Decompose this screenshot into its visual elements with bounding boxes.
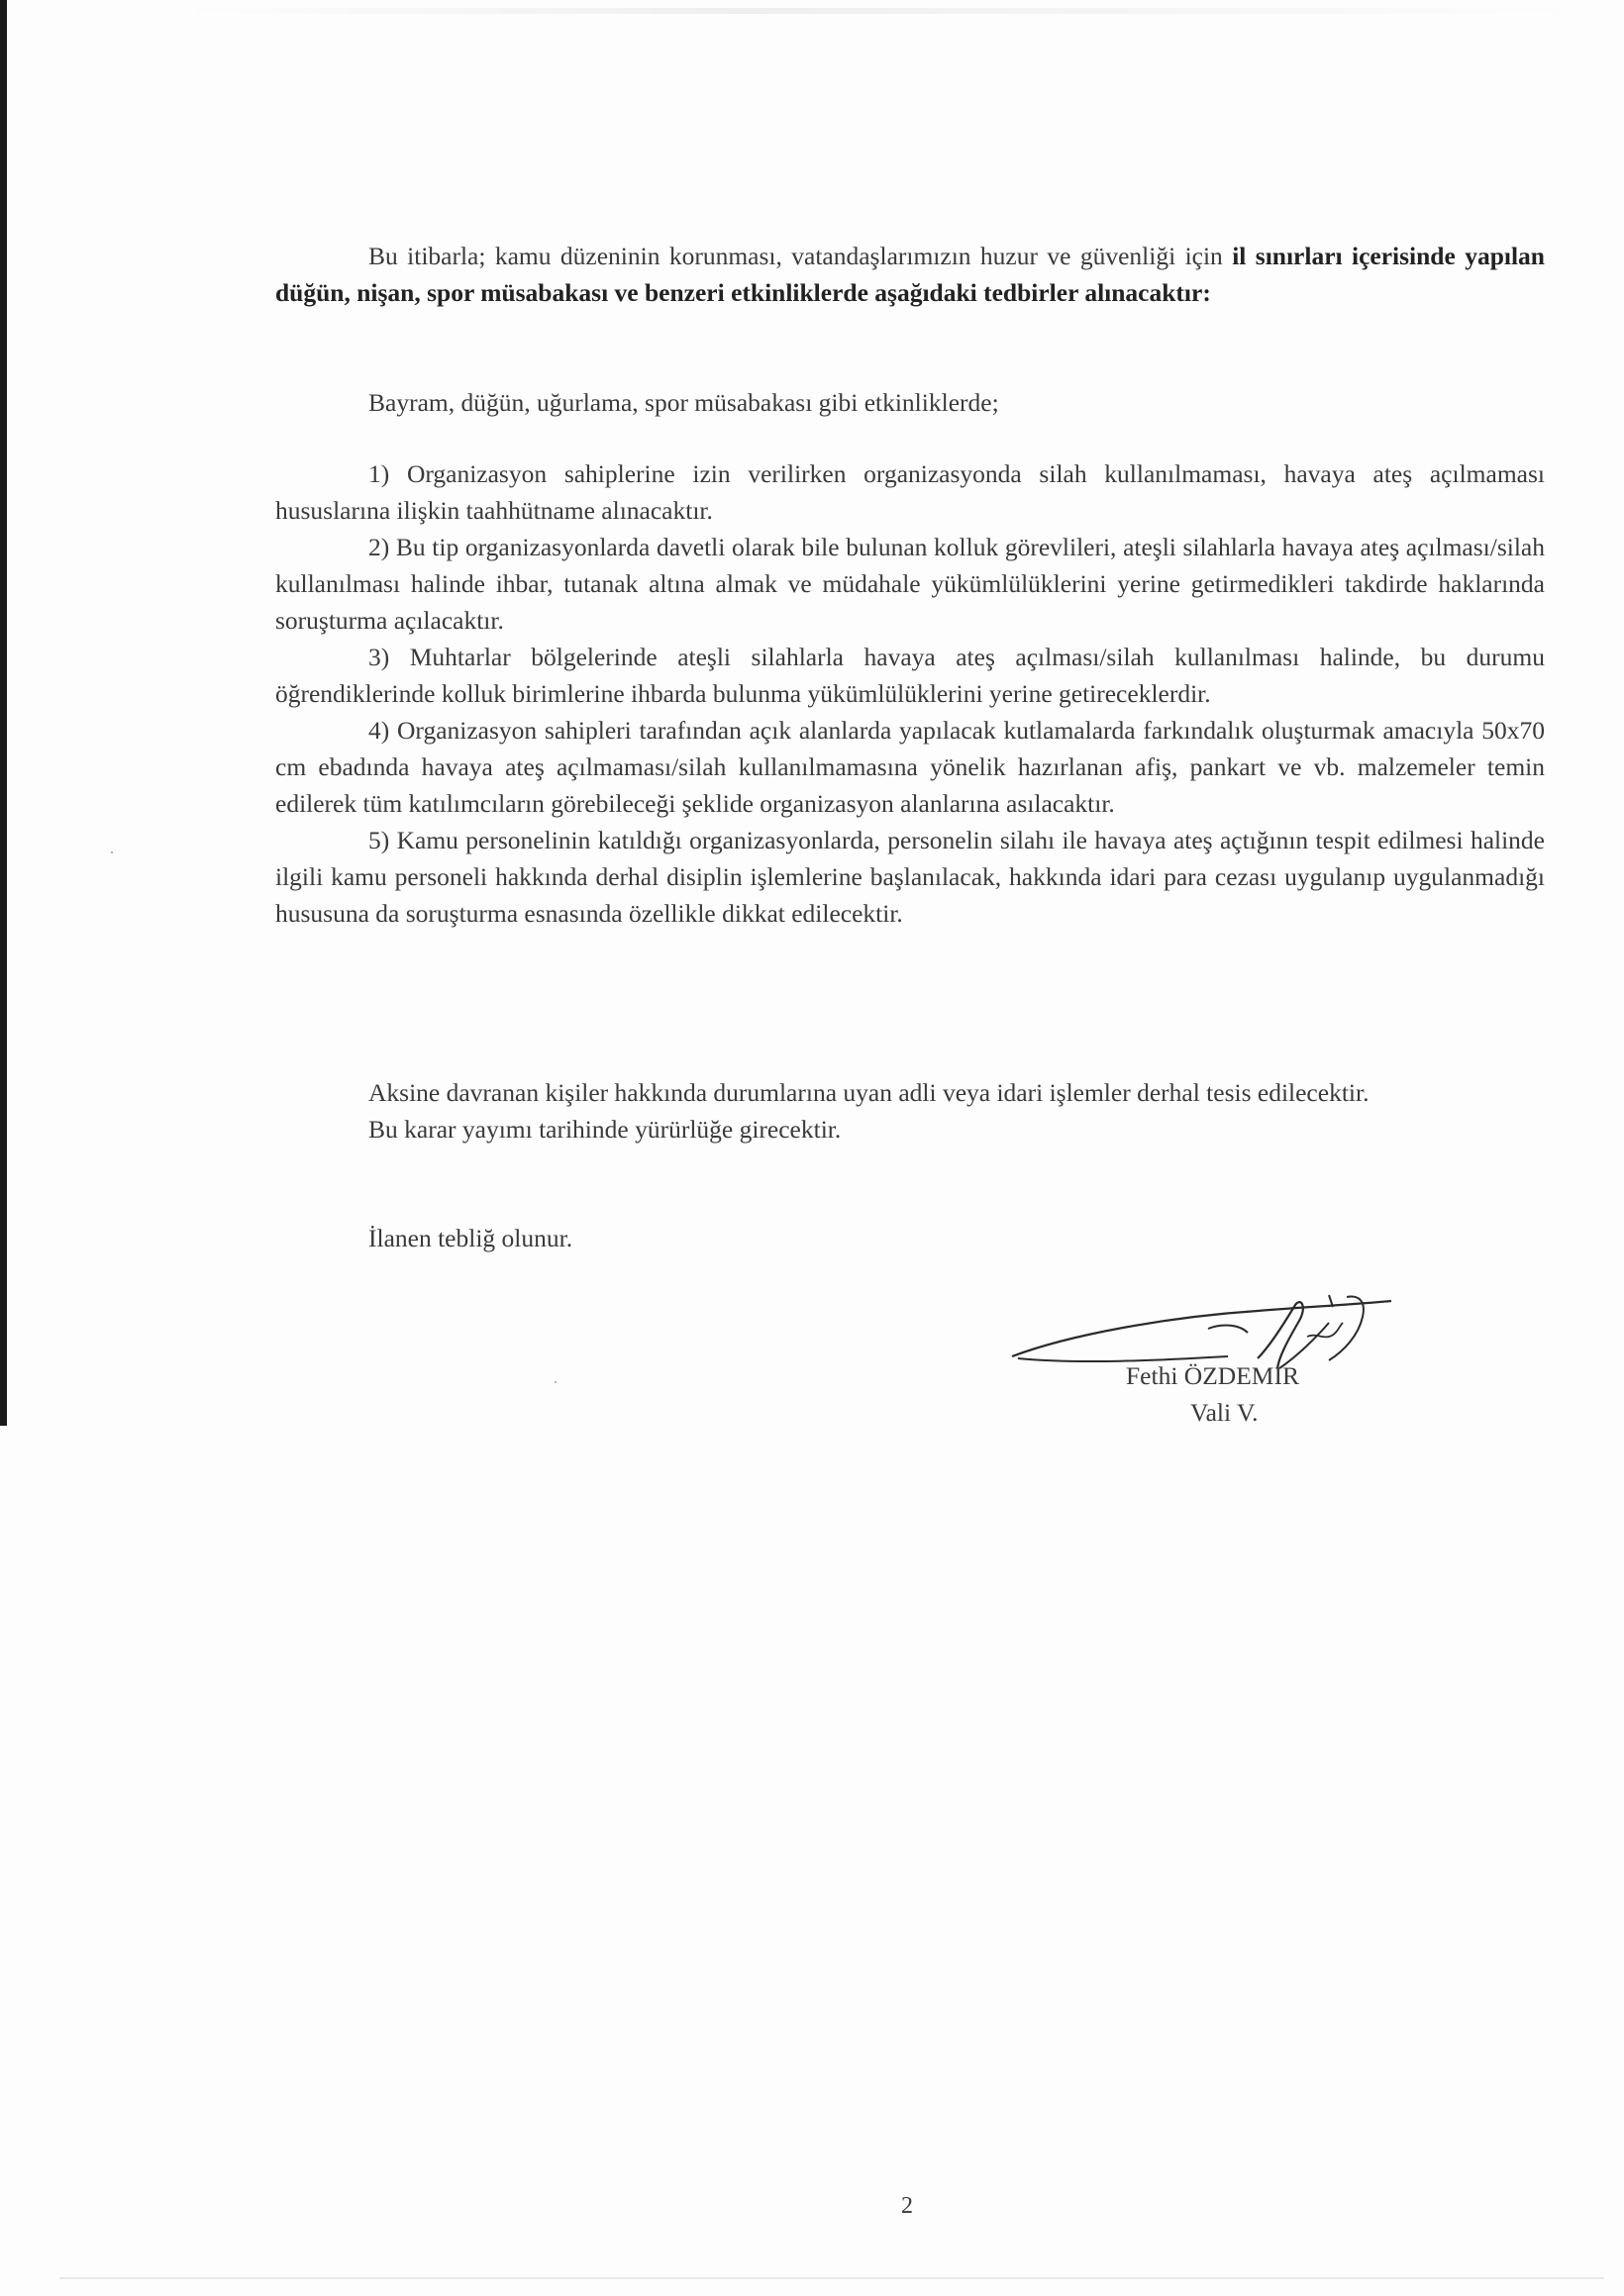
scan-speck: [555, 1381, 557, 1383]
effective-date-line: Bu karar yayımı tarihinde yürürlüğe girecektir.: [368, 1115, 842, 1144]
signer-name: Fethi ÖZDEMİR: [1126, 1361, 1299, 1390]
measure-item: 4) Organizasyon sahipleri tarafından açık alanlarda yapılacak kutlamalarda farkındalık oluşturmak amacıyla 50x70 cm ebadında havaya ateş açılmaması/silah kullanılmamasına yönelik hazırlanan afiş, pankart ve vb. malzemeler temin edilerek tüm katılımcıların görebileceği şeklide organizasyon alanlarına asılacaktır.: [275, 716, 1545, 818]
measure-item: 3) Muhtarlar bölgelerinde ateşli silahlarla havaya ateş açılması/silah kullanılması halinde, bu durumu öğrendiklerinde kolluk birimlerine ihbarda bulunma yükümlülüklerini yerine getireceklerdir.: [275, 643, 1545, 708]
page-number: 2: [901, 2193, 913, 2219]
scan-top-smudge: [178, 8, 1584, 14]
measures-list: [275, 455, 1545, 932]
signature-block: [1010, 1277, 1426, 1455]
measure-item: 2) Bu tip organizasyonlarda davetli olarak bile bulunan kolluk görevlileri, ateşli silahlarla havaya ateş açılması/silah kullanılması halinde ihbar, tutanak altına almak ve müdahale yükümlülüklerini yerine getirmedikleri takdirde haklarında soruşturma açılacaktır.: [275, 533, 1545, 635]
scan-edge-shadow: [0, 0, 7, 1426]
signer-title: Vali V.: [1190, 1398, 1259, 1427]
measure-item: 5) Kamu personelinin katıldığı organizasyonlarda, personelin silahı ile havaya ateş açtığının tespit edilmesi halinde ilgili kamu personeli hakkında derhal disiplin işlemlerine başlanılacak, hakkında idari para cezası uygulanıp uygulanmadığı hususuna da soruşturma esnasında özellikle dikkat edilecektir.: [275, 826, 1545, 928]
closing-paragraph: Aksine davranan kişiler hakkında durumlarına uyan adli veya idari işlemler derhal tesis edilecektir.: [368, 1078, 1370, 1107]
scan-speck: [111, 851, 113, 853]
intro-bold-text: il sınırları içerisinde yapılan düğün, nişan, spor müsabakası ve benzeri etkinliklerde aşağıdaki tedbirler alınacaktır:: [275, 242, 1545, 307]
intro-paragraph: [275, 238, 1545, 311]
intro-plain-text: Bu itibarla; kamu düzeninin korunması, vatandaşlarımızın huzur ve güvenliği için: [368, 242, 1233, 270]
events-line: Bayram, düğün, uğurlama, spor müsabakası gibi etkinliklerde;: [368, 388, 999, 417]
measure-item: 1) Organizasyon sahiplerine izin verilirken organizasyonda silah kullanılmaması, havaya ateş açılmaması hususlarına ilişkin taahhütname alınacaktır.: [275, 459, 1545, 525]
closing-section: [275, 1074, 1545, 1148]
notice-line: İlanen tebliğ olunur.: [368, 1224, 573, 1252]
scan-bottom-line: [59, 2277, 1604, 2279]
